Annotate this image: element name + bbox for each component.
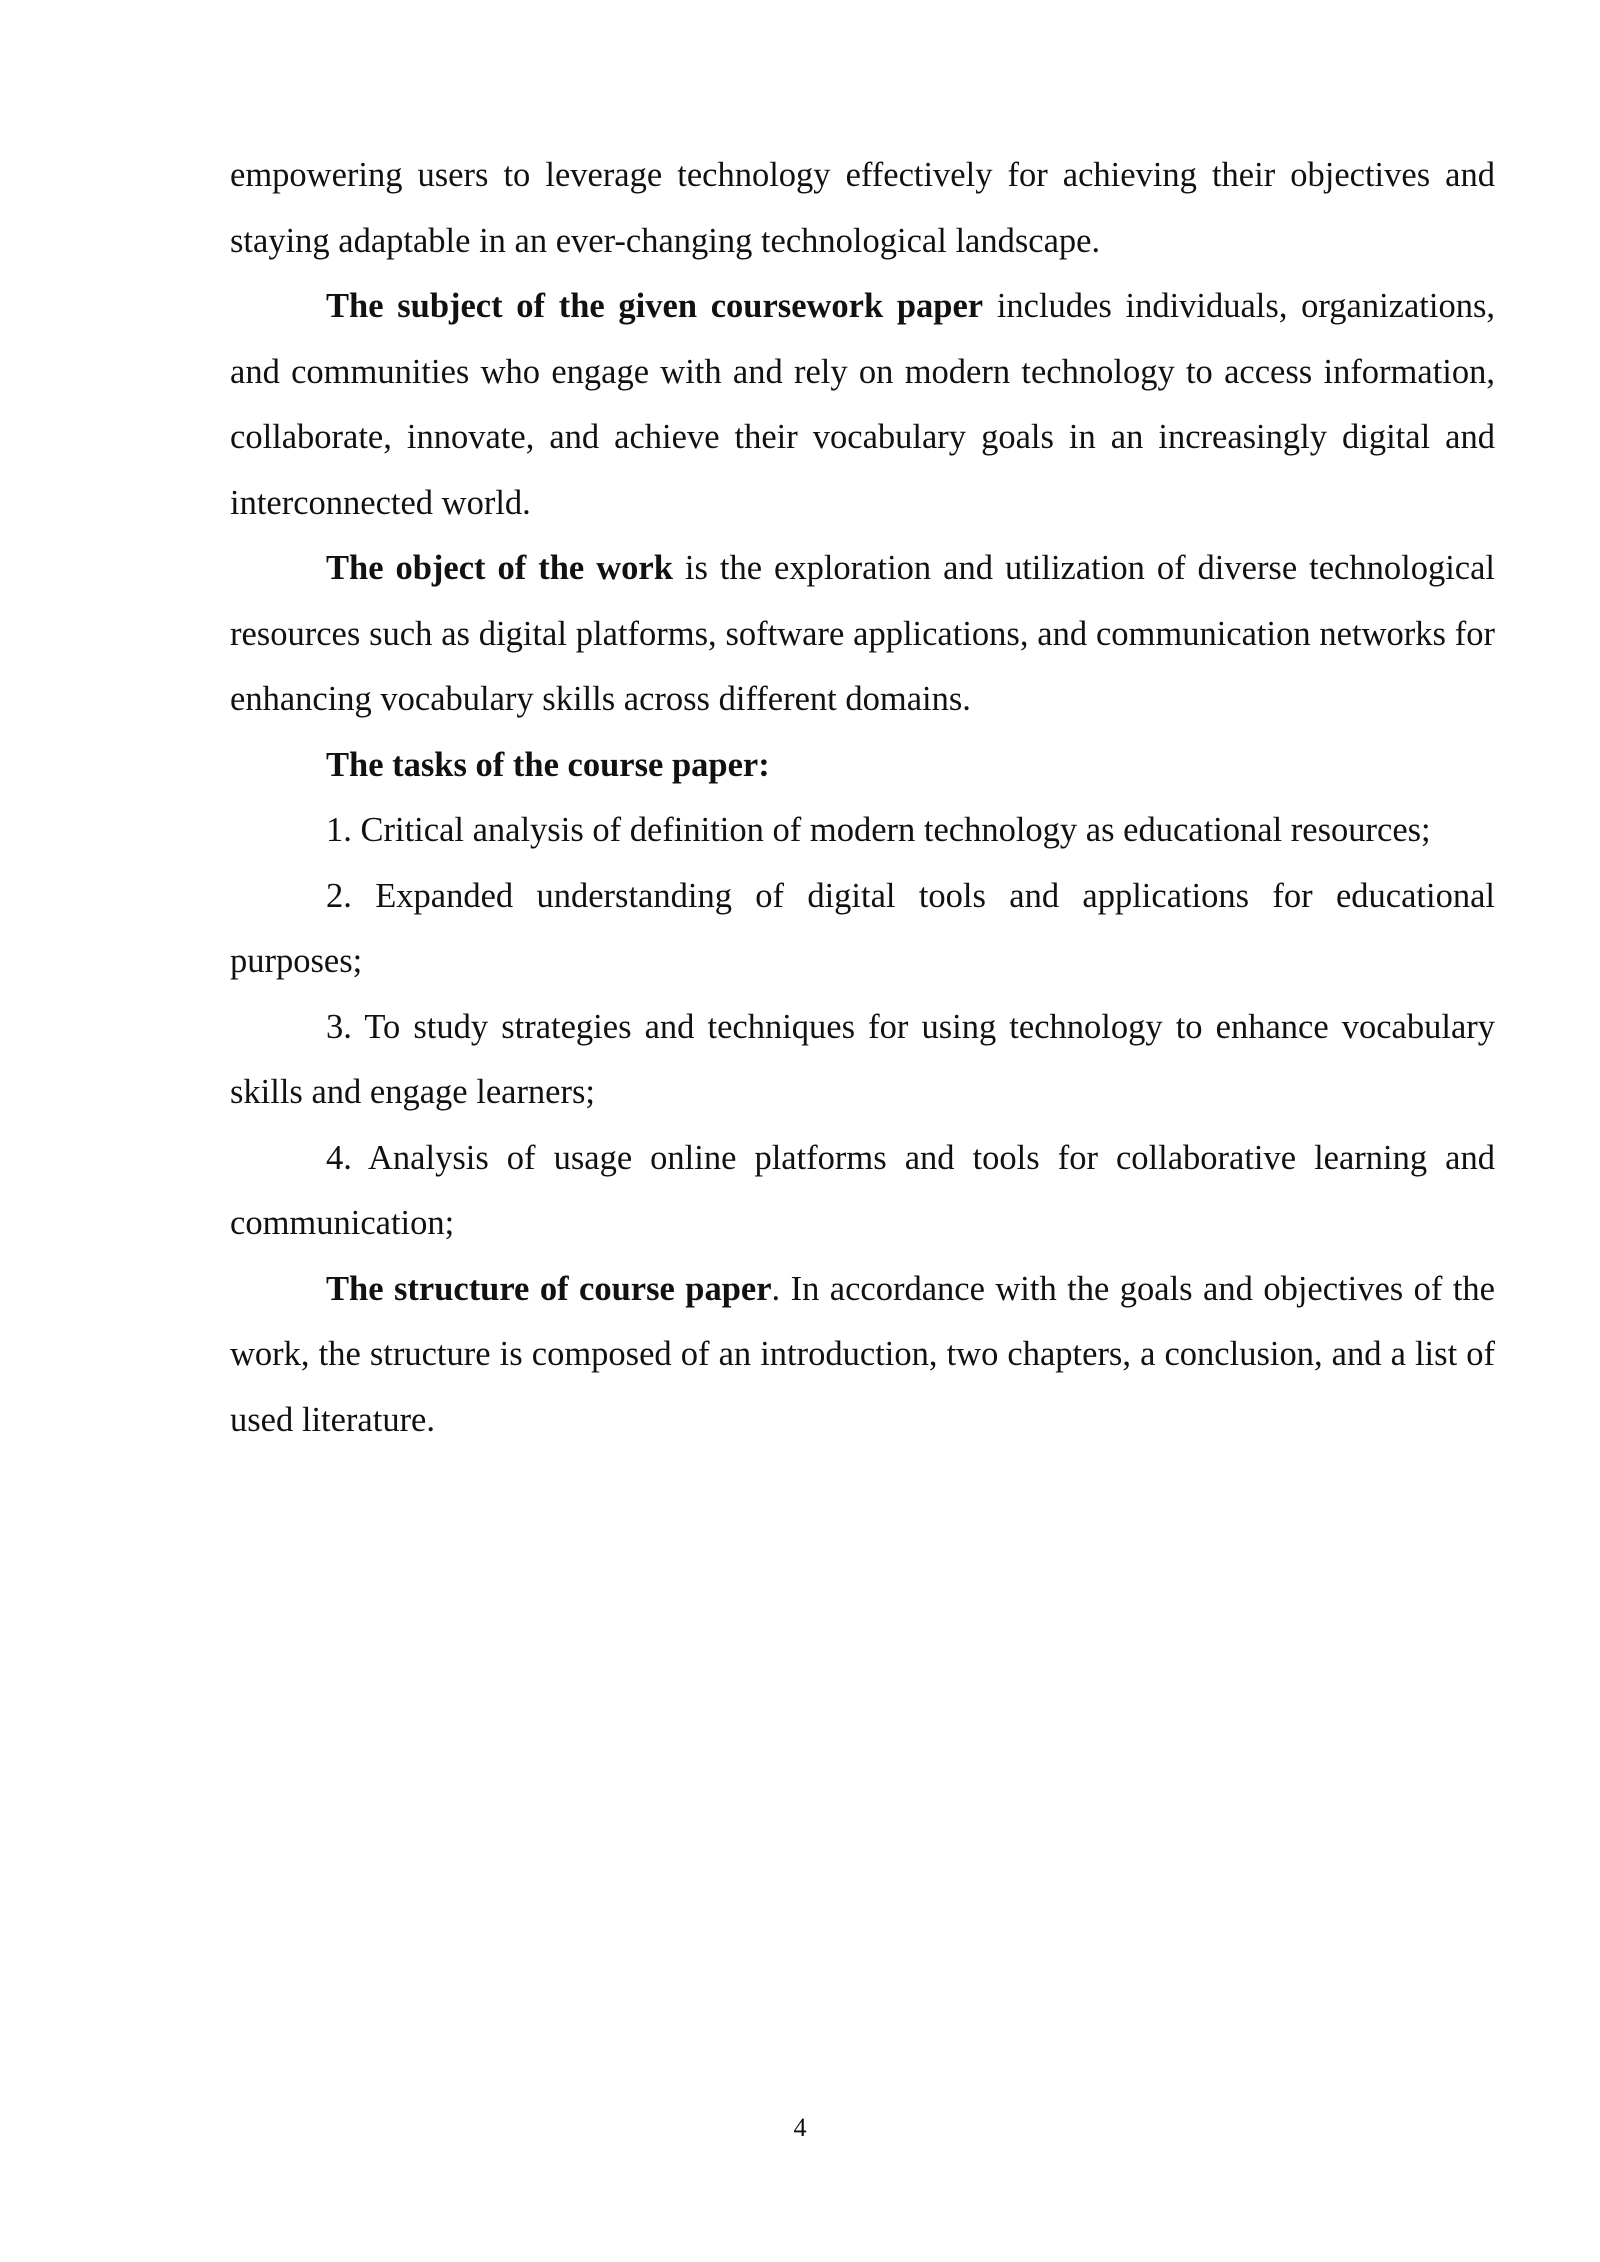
task-item-1 [230,798,1495,864]
paragraph-structure [230,1257,1495,1454]
paragraph-object [230,536,1495,733]
page-number: 4 [793,2113,807,2142]
paragraph-text: empowering users to leverage technology effectively for achieving their objectives and staying adaptable in an ever-changing technological landscape. [230,156,1495,260]
paragraph-heading: The tasks of the course paper: [326,745,770,784]
paragraph-text: 1. Critical analysis of definition of modern technology as educational resources; [326,811,1431,849]
paragraph-subject [230,274,1495,536]
tasks-heading [230,733,1495,799]
paragraph-text: 3. To study strategies and techniques for using technology to enhance vocabulary skills and engage learners; [230,1007,1495,1111]
paragraph-text: is the exploration and utilization of diverse technological resources such as digital platforms, software applications, and communication networks for enhancing vocabulary skills across different domains. [230,549,1495,718]
paragraph-heading: The structure of course paper [326,1269,772,1308]
paragraph-heading: The subject of the given coursework paper [326,287,984,325]
paragraph-text: . In accordance with the goals and objectives of the work, the structure is composed of an introduction, two chapters, a conclusion, and a list of used literature. [230,1269,1495,1439]
paragraph-text: 2. Expanded understanding of digital tools and applications for educational purposes; [230,876,1495,980]
paragraph-heading: The object of the work [326,549,673,587]
document-body [230,143,1495,1453]
paragraph-text: includes individuals, organizations, and communities who engage with and rely on modern technology to access information, collaborate, innovate, and achieve their vocabulary goals in an increasingly digital and interconnected world. [230,287,1495,522]
paragraph-continuation [230,143,1495,274]
paragraph-text: 4. Analysis of usage online platforms and tools for collaborative learning and communication; [230,1138,1495,1242]
task-item-3 [230,995,1495,1126]
task-item-2 [230,864,1495,995]
task-item-4 [230,1126,1495,1257]
